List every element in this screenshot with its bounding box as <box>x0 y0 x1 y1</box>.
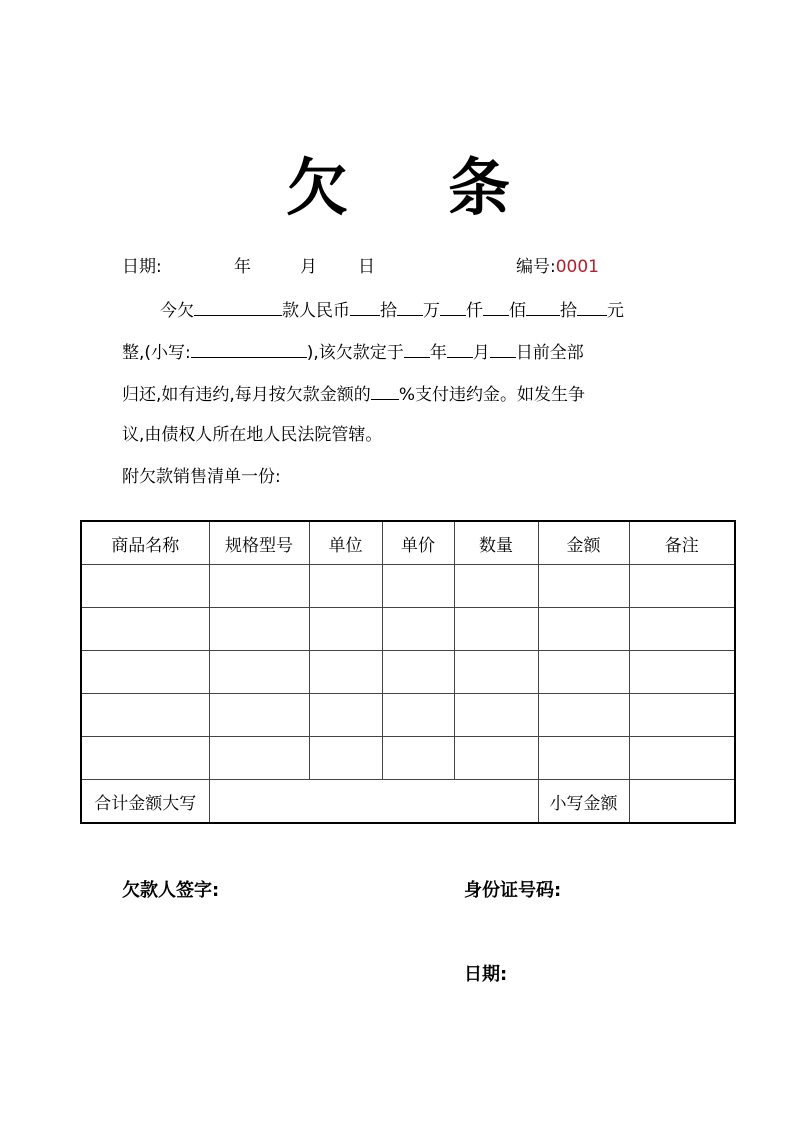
title-char-1: 欠 <box>286 151 349 224</box>
table-cell[interactable] <box>209 608 309 651</box>
header-date-label: 日期: <box>122 257 162 277</box>
table-cell[interactable] <box>382 651 454 694</box>
blank-creditor[interactable] <box>194 298 282 316</box>
table-cell[interactable] <box>209 737 309 780</box>
col-header-quantity: 数量 <box>454 521 538 565</box>
table-cell[interactable] <box>309 608 382 651</box>
table-cell[interactable] <box>309 737 382 780</box>
due-text: ),该欠款定于 <box>306 343 404 363</box>
total-upper-value[interactable] <box>209 780 538 824</box>
shiwan-text: 拾 <box>380 301 397 321</box>
total-lower-label: 小写金额 <box>538 780 629 824</box>
wan-text: 万 <box>423 301 440 321</box>
table-cell[interactable] <box>81 694 209 737</box>
bai-text: 佰 <box>509 301 526 321</box>
table-cell[interactable] <box>629 737 735 780</box>
col-header-amount: 金额 <box>538 521 629 565</box>
penalty-text-a: 归还,如有违约,每月按欠款金额的 <box>122 385 371 405</box>
due-month-text: 月 <box>472 343 490 363</box>
table-cell[interactable] <box>382 694 454 737</box>
total-row <box>81 780 735 824</box>
body-line-1 <box>160 298 624 322</box>
blank-shi[interactable] <box>526 298 560 316</box>
table-cell[interactable] <box>209 565 309 608</box>
table-row <box>81 608 735 651</box>
id-number-label: 身份证号码: <box>464 880 562 901</box>
header-year: 年 <box>234 257 251 277</box>
table-cell[interactable] <box>454 737 538 780</box>
col-header-remark: 备注 <box>629 521 735 565</box>
table-row <box>81 694 735 737</box>
table-cell[interactable] <box>81 737 209 780</box>
header-day: 日 <box>358 257 375 277</box>
debtor-signature-label: 欠款人签字: <box>122 880 220 901</box>
title-char-2: 条 <box>448 151 511 224</box>
table-cell[interactable] <box>629 565 735 608</box>
rmb-text: 款人民币 <box>282 301 350 321</box>
blank-lowercase-amount[interactable] <box>191 340 307 358</box>
table-cell[interactable] <box>538 737 629 780</box>
blank-due-day[interactable] <box>490 340 516 358</box>
table-cell[interactable] <box>538 694 629 737</box>
col-header-unit: 单位 <box>309 521 382 565</box>
table-cell[interactable] <box>209 694 309 737</box>
blank-bai[interactable] <box>483 298 509 316</box>
col-header-product: 商品名称 <box>81 521 209 565</box>
blank-qian[interactable] <box>440 298 466 316</box>
penalty-text-b: %支付违约金。如发生争 <box>398 385 585 405</box>
table-cell[interactable] <box>454 565 538 608</box>
blank-wan[interactable] <box>397 298 423 316</box>
qian-text: 仟 <box>466 301 483 321</box>
table-cell[interactable] <box>629 694 735 737</box>
blank-due-month[interactable] <box>447 340 473 358</box>
body-line-3 <box>122 382 585 406</box>
table-cell[interactable] <box>629 651 735 694</box>
table-header-row <box>81 521 735 565</box>
table-cell[interactable] <box>309 651 382 694</box>
table-cell[interactable] <box>209 651 309 694</box>
body-line-4: 议,由债权人所在地人民法院管辖。 <box>122 425 383 445</box>
table-cell[interactable] <box>538 651 629 694</box>
number-value: 0001 <box>555 257 599 277</box>
due-tail-text: 日前全部 <box>515 343 584 363</box>
total-lower-value[interactable] <box>629 780 735 824</box>
table-cell[interactable] <box>454 651 538 694</box>
yuan-text: 元 <box>607 301 624 321</box>
table-row <box>81 737 735 780</box>
body-line-2 <box>122 340 584 364</box>
table-cell[interactable] <box>538 565 629 608</box>
items-table <box>80 520 736 824</box>
col-header-spec: 规格型号 <box>209 521 309 565</box>
table-cell[interactable] <box>81 565 209 608</box>
table-row <box>81 565 735 608</box>
header-number <box>516 256 599 278</box>
table-cell[interactable] <box>382 737 454 780</box>
table-row <box>81 651 735 694</box>
blank-yuan[interactable] <box>577 298 607 316</box>
table-cell[interactable] <box>538 608 629 651</box>
shi-text: 拾 <box>560 301 577 321</box>
zheng-text: 整,(小写: <box>122 343 191 363</box>
owe-text: 今欠 <box>160 301 194 321</box>
col-header-price: 单价 <box>382 521 454 565</box>
signature-date-label: 日期: <box>464 964 508 985</box>
blank-shiwan[interactable] <box>350 298 380 316</box>
due-year-text: 年 <box>429 343 447 363</box>
total-upper-label: 合计金额大写 <box>81 780 209 824</box>
blank-due-year[interactable] <box>404 340 430 358</box>
table-cell[interactable] <box>382 565 454 608</box>
table-cell[interactable] <box>309 565 382 608</box>
attachment-note: 附欠款销售清单一份: <box>122 467 281 487</box>
table-cell[interactable] <box>81 608 209 651</box>
number-label: 编号: <box>516 257 556 277</box>
header-month: 月 <box>300 257 317 277</box>
table-cell[interactable] <box>454 608 538 651</box>
table-cell[interactable] <box>382 608 454 651</box>
table-cell[interactable] <box>454 694 538 737</box>
blank-penalty-rate[interactable] <box>371 382 399 400</box>
table-cell[interactable] <box>309 694 382 737</box>
table-cell[interactable] <box>629 608 735 651</box>
table-cell[interactable] <box>81 651 209 694</box>
